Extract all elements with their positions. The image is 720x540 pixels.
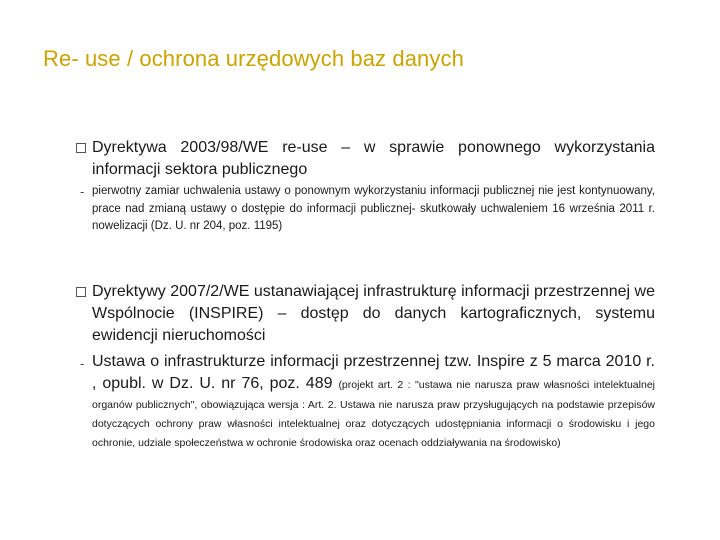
dash-marker: - (80, 184, 85, 199)
page-title: Re- use / ochrona urzędowych baz danych (43, 46, 464, 71)
checkbox-bullet-icon (76, 287, 86, 297)
inspire-law-text: Ustawa o infrastrukturze informacji przestrzennej tzw. Inspire z 5 marca 2010 r. , opubl. w Dz. U. nr 76, poz. 489 (92, 353, 655, 392)
checkbox-bullet-icon (76, 143, 86, 153)
bullet-item-directive-2003: Dyrektywa 2003/98/WE re-use – w sprawie ponownego wykorzystania informacji sektora publicznego (92, 139, 655, 178)
inspire-law-note: (projekt art. 2 : "ustawa nie narusza praw własności intelektualnej organów publicznych", obowiązująca wersja : Art. 2. Ustawa nie narusza praw przysługujących na podstawie przepisów dotyczących ochrony praw własności intelektualnej oraz dotyczących udostępniania informacji o środowisku i jego ochronie, udziale społeczeństwa w ochronie środowiska oraz ocenach oddziaływania na środowisko) (92, 379, 655, 449)
bullet-item-directive-2007: Dyrektywy 2007/2/WE ustanawiającej infrastrukturę informacji przestrzennej we Wspólnocie (INSPIRE) – dostęp do danych kartograficznych, systemu ewidencji nieruchomości (92, 283, 655, 344)
dash-marker: - (80, 356, 85, 371)
sub-item-reuse-law: pierwotny zamiar uchwalenia ustawy o ponownym wykorzystaniu informacji publicznej nie jest kontynuowany, prace nad zmianą ustawy o dostępie do informacji publicznej- skutkowały uchwaleniem 16 września 2011 r. nowelizacji (Dz. U. nr 204, poz. 1195) (92, 185, 655, 232)
sub-item-inspire-law (92, 351, 655, 452)
